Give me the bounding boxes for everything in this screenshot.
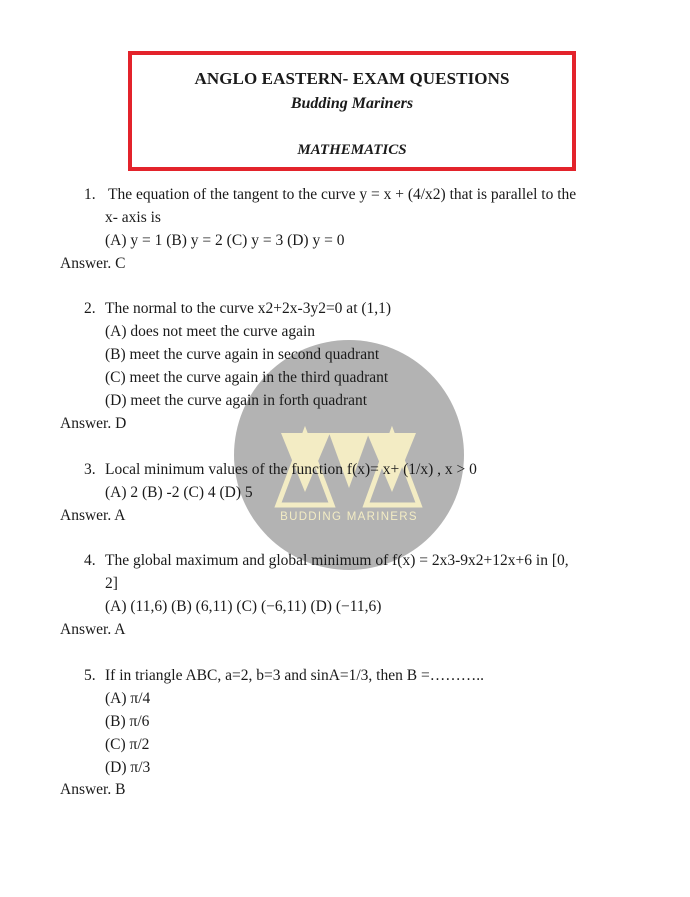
question-2-number: 2. xyxy=(84,300,96,317)
question-3-options: (A) 2 (B) -2 (C) 4 (D) 5 xyxy=(105,484,253,501)
question-5-option-a: (A) π/4 xyxy=(105,690,151,707)
question-4-text: The global maximum and global minimum of f(x) = 2x3-9x2+12x+6 in [0, xyxy=(105,552,569,569)
document-subtitle: Budding Mariners xyxy=(290,95,414,112)
question-5-option-c: (C) π/2 xyxy=(105,736,150,753)
question-2-answer: Answer. D xyxy=(60,415,127,432)
question-5-text: If in triangle ABC, a=2, b=3 and sinA=1/3, then B =……….. xyxy=(105,667,484,684)
question-5-option-d: (D) π/3 xyxy=(105,759,151,776)
question-3-number: 3. xyxy=(84,461,96,478)
question-4-options: (A) (11,6) (B) (6,11) (C) (−6,11) (D) (−11,6) xyxy=(105,598,382,615)
question-2-option-c: (C) meet the curve again in the third quadrant xyxy=(105,369,389,386)
question-2-option-a: (A) does not meet the curve again xyxy=(105,323,316,340)
question-1-text-cont: x- axis is xyxy=(105,209,161,226)
question-5-number: 5. xyxy=(84,667,96,684)
question-5-answer: Answer. B xyxy=(60,781,126,798)
question-4-number: 4. xyxy=(84,552,96,569)
document-title: ANGLO EASTERN- EXAM QUESTIONS xyxy=(194,69,510,88)
question-1-answer: Answer. C xyxy=(60,255,126,272)
question-4-answer: Answer. A xyxy=(60,621,126,638)
question-1-options: (A) y = 1 (B) y = 2 (C) y = 3 (D) y = 0 xyxy=(105,232,345,249)
watermark-text: BUDDING MARINERS xyxy=(280,511,418,523)
question-5-option-b: (B) π/6 xyxy=(105,713,150,730)
question-1-text: The equation of the tangent to the curve y = x + (4/x2) that is parallel to the xyxy=(108,186,577,203)
subject-heading: MATHEMATICS xyxy=(297,142,407,158)
question-3-answer: Answer. A xyxy=(60,507,126,524)
question-3-text: Local minimum values of the function f(x)= x+ (1/x) , x > 0 xyxy=(105,461,477,478)
question-2-option-d: (D) meet the curve again in forth quadrant xyxy=(105,392,368,409)
question-4-text-cont: 2] xyxy=(105,575,118,592)
question-2-option-b: (B) meet the curve again in second quadrant xyxy=(105,346,380,363)
question-2-text: The normal to the curve x2+2x-3y2=0 at (1,1) xyxy=(105,300,392,317)
question-1-number: 1. xyxy=(84,186,96,203)
